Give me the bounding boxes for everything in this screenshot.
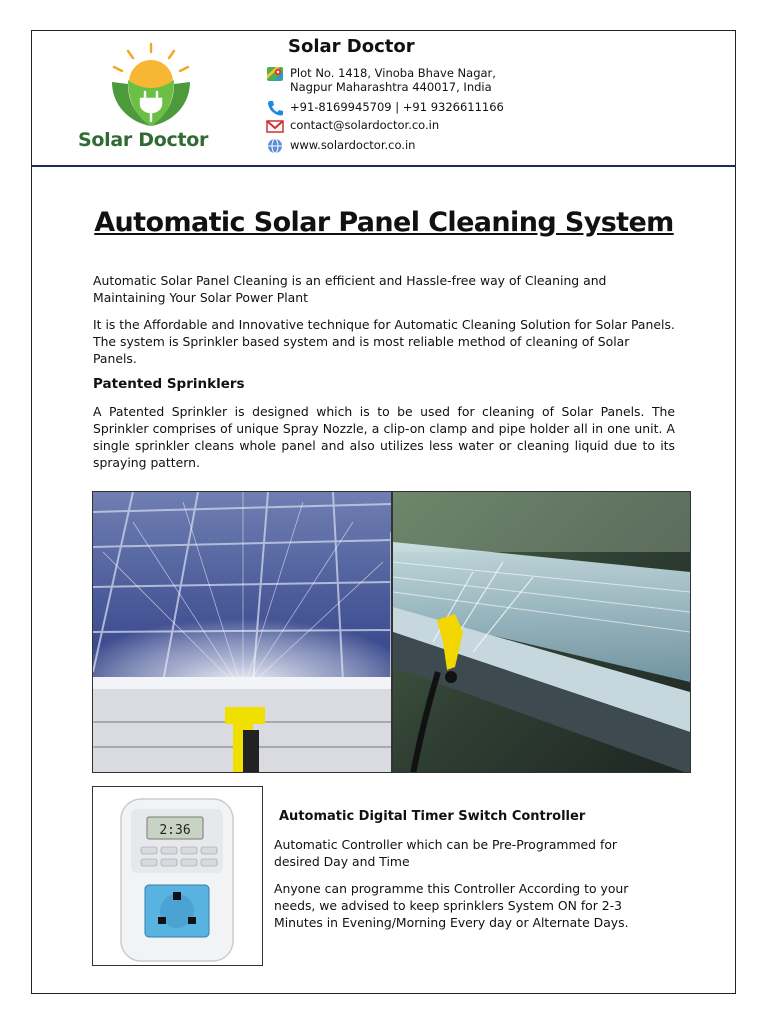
- timer-paragraph-2: Anyone can programme this Controller According to your needs, we advised to keep sprinklers System ON for 2-3 Minutes in Evening/Morning Every day or Alternate Days.: [274, 881, 629, 930]
- address-row: [266, 66, 496, 94]
- phone-icon: [266, 100, 284, 116]
- website-link[interactable]: www.solardoctor.co.in: [290, 138, 416, 152]
- sprinkler-photo-side: [391, 492, 690, 772]
- address-line-2: Nagpur Maharashtra 440017, India: [290, 80, 492, 94]
- sprinkler-photos: [92, 491, 691, 773]
- timer-display: 2:36: [159, 823, 191, 838]
- sprinkler-photo-front: [93, 492, 391, 772]
- map-pin-icon: [266, 66, 284, 82]
- sprinklers-heading: Patented Sprinklers: [93, 376, 245, 392]
- globe-icon: [266, 138, 284, 154]
- logo-wordmark: Solar Doctor: [78, 129, 209, 151]
- phone-text: +91-8169945709 | +91 9326611166: [290, 100, 504, 114]
- sprinklers-paragraph: A Patented Sprinkler is designed which is to be used for cleaning of Solar Panels. The Sprinkler comprises of unique Spray Nozzle, a clip-on clamp and pipe holder all in one unit. A single sprinkler cleans whole panel and also utilizes less water or cleaning liquid due to its spraying pattern.: [93, 404, 675, 470]
- phone-row: [266, 100, 504, 116]
- intro-paragraph-1: Automatic Solar Panel Cleaning is an efficient and Hassle-free way of Cleaning and Maintaining Your Solar Power Plant: [93, 273, 607, 305]
- mail-icon: [266, 118, 284, 134]
- website-row: [266, 138, 415, 154]
- header-divider: [31, 165, 736, 167]
- timer-paragraph-1: Automatic Controller which can be Pre-Programmed for desired Day and Time: [274, 837, 618, 869]
- intro-paragraph-2: It is the Affordable and Innovative technique for Automatic Cleaning Solution for Solar Panels. The system is Sprinkler based system and is most reliable method of cleaning of Solar Panels.: [93, 317, 675, 366]
- email-row: [266, 118, 439, 134]
- company-name: Solar Doctor: [288, 36, 415, 57]
- page-title: Automatic Solar Panel Cleaning System: [94, 207, 674, 238]
- timer-photo: [92, 786, 263, 966]
- timer-heading: Automatic Digital Timer Switch Controller: [279, 809, 586, 824]
- address-line-1: Plot No. 1418, Vinoba Bhave Nagar,: [290, 66, 496, 80]
- email-link[interactable]: contact@solardoctor.co.in: [290, 118, 440, 132]
